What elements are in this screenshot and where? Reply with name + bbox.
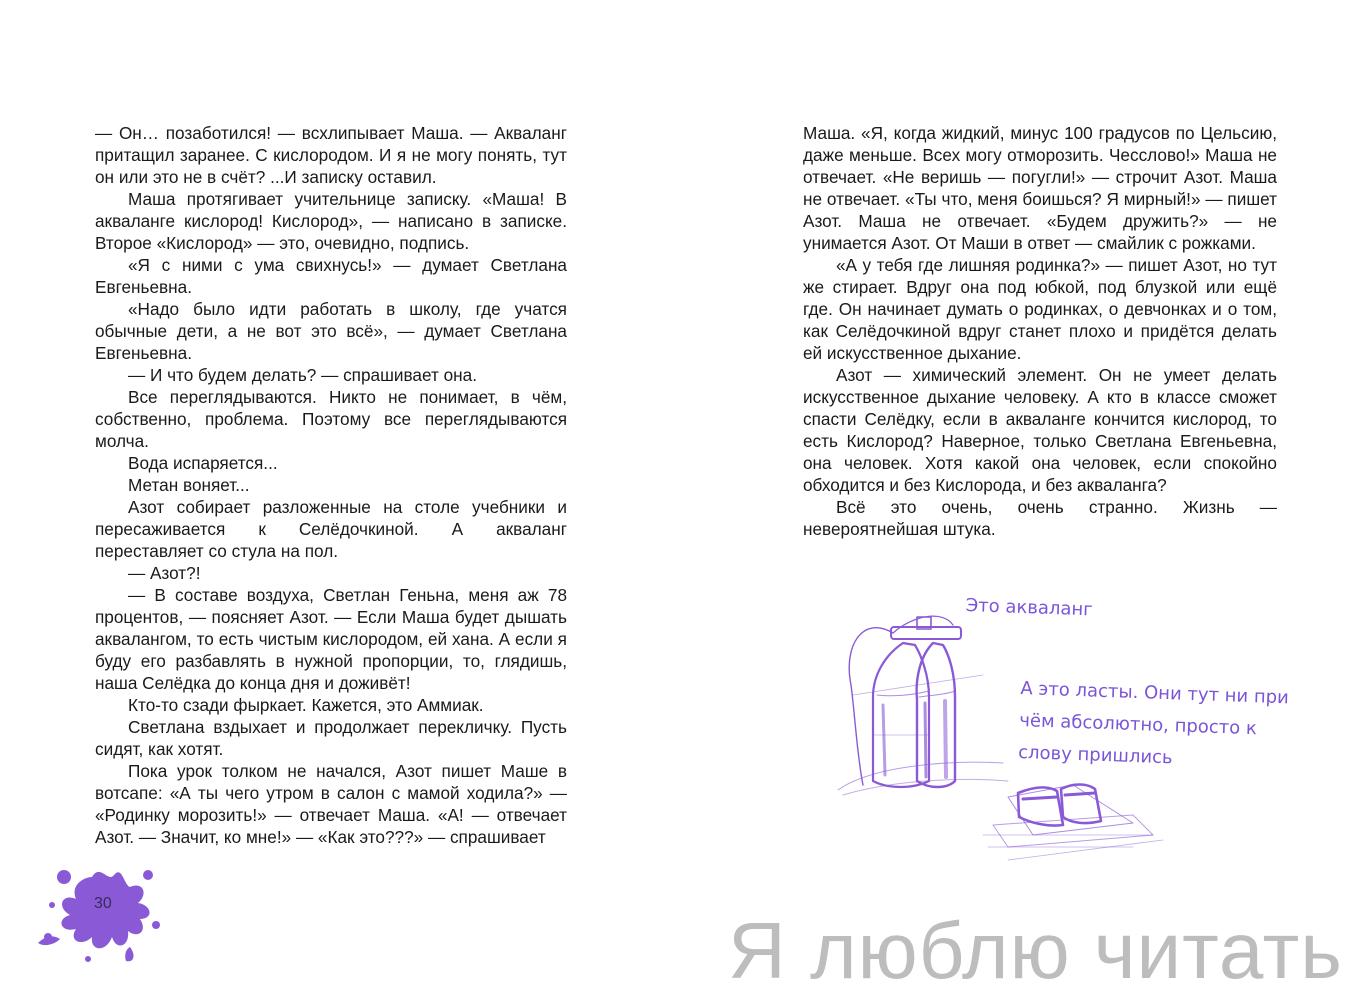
paragraph: — В составе воздуха, Светлан Геньна, меня аж 78 процентов, — поясняет Азот. — Если Маша будет дышать аквалангом, то есть чистым кислородом, ей хана. А если я буду его разбавлять в нужной пропорции, то, глядишь, наша Селёдка до конца дня и доживёт!: [95, 585, 567, 693]
paragraph: Светлана вздыхает и продолжает перекличку. Пусть сидят, как хотят.: [95, 717, 567, 759]
paragraph: Маша протягивает учительнице записку. «Маша! В акваланге кислород! Кислород», — написано в записке. Второе «Кислород» — это, очевидно, подпись.: [95, 189, 567, 253]
paragraph: Кто-то сзади фыркает. Кажется, это Аммиак.: [128, 695, 484, 715]
paragraph: — И что будем делать? — спрашивает она.: [128, 365, 478, 385]
paragraph: Метан воняет...: [128, 475, 250, 495]
paragraph: Азот — химический элемент. Он не умеет делать искусственное дыхание человеку. А кто в классе сможет спасти Селёдку, если в акваланге кончится кислород, то есть Кислород? Наверное, только Светлана Евгеньевна, она человек. Хотя какой она человек, если спокойно обходится и без Кислорода, и без акваланга?: [803, 365, 1277, 495]
flippers-note: А это ласты. Они тут ни при чём абсолютно, просто к слову пришлись: [1017, 677, 1290, 769]
page-number: 30: [94, 895, 112, 912]
left-text-column: [95, 122, 567, 848]
paragraph: Маша. «Я, когда жидкий, минус 100 градусов по Цельсию, даже меньше. Всех могу отморозить. Чесслово!» Маша не отвечает. «Не веришь — погугли!» — строчит Азот. Маша не отвечает. «Ты что, меня боишься? Я мирный!» — пишет Азот. Маша не отвечает. «Будем дружить?» — не унимается Азот. От Маши в ответ — смайлик с рожками.: [803, 123, 1277, 253]
paragraph: «Я с ними с ума свихнусь!» — думает Светлана Евгеньевна.: [95, 255, 567, 297]
paragraph: Всё это очень, очень странно. Жизнь — невероятнейшая штука.: [803, 497, 1277, 539]
right-page: [685, 0, 1370, 992]
paragraph: Все переглядываются. Никто не понимает, в чём, собственно, проблема. Поэтому все переглядываются молча.: [95, 387, 567, 451]
paragraph: — Он… позаботился! — всхлипывает Маша. — Акваланг притащил заранее. С кислородом. И я не могу понять, тут он или это не в счёт? ...И записку оставил.: [95, 123, 567, 187]
paragraph: «А у тебя где лишняя родинка?» — пишет Азот, но тут же стирает. Вдруг она под юбкой, под блузкой или ещё где. Он начинает думать о родинках, о девчонках и о том, как Селёдочкиной вдруг станет плохо и придётся делать ей искусственное дыхание.: [803, 255, 1277, 363]
paragraph: Пока урок толком не начался, Азот пишет Маше в вотсапе: «А ты чего утром в салон с мамой ходила?» — «Родинку морозить!» — отвечает Маша. «А! — отвечает Азот. — Значит, ко мне!» — «Как это???» — спрашивает: [95, 761, 567, 847]
paragraph: Азот собирает разложенные на столе учебники и пересаживается к Селёдочкиной. А акваланг переставляет со стула на пол.: [95, 497, 567, 561]
paragraph: — Азот?!: [128, 563, 201, 583]
right-text-column: [803, 122, 1277, 540]
left-page: [0, 0, 685, 992]
paragraph: «Надо было идти работать в школу, где учатся обычные дети, а не вот это всё», — думает Светлана Евгеньевна.: [95, 299, 567, 363]
watermark: Я люблю читать: [728, 906, 1343, 995]
paragraph: Вода испаряется...: [128, 453, 278, 473]
scuba-note: Это акваланг: [965, 595, 1094, 621]
